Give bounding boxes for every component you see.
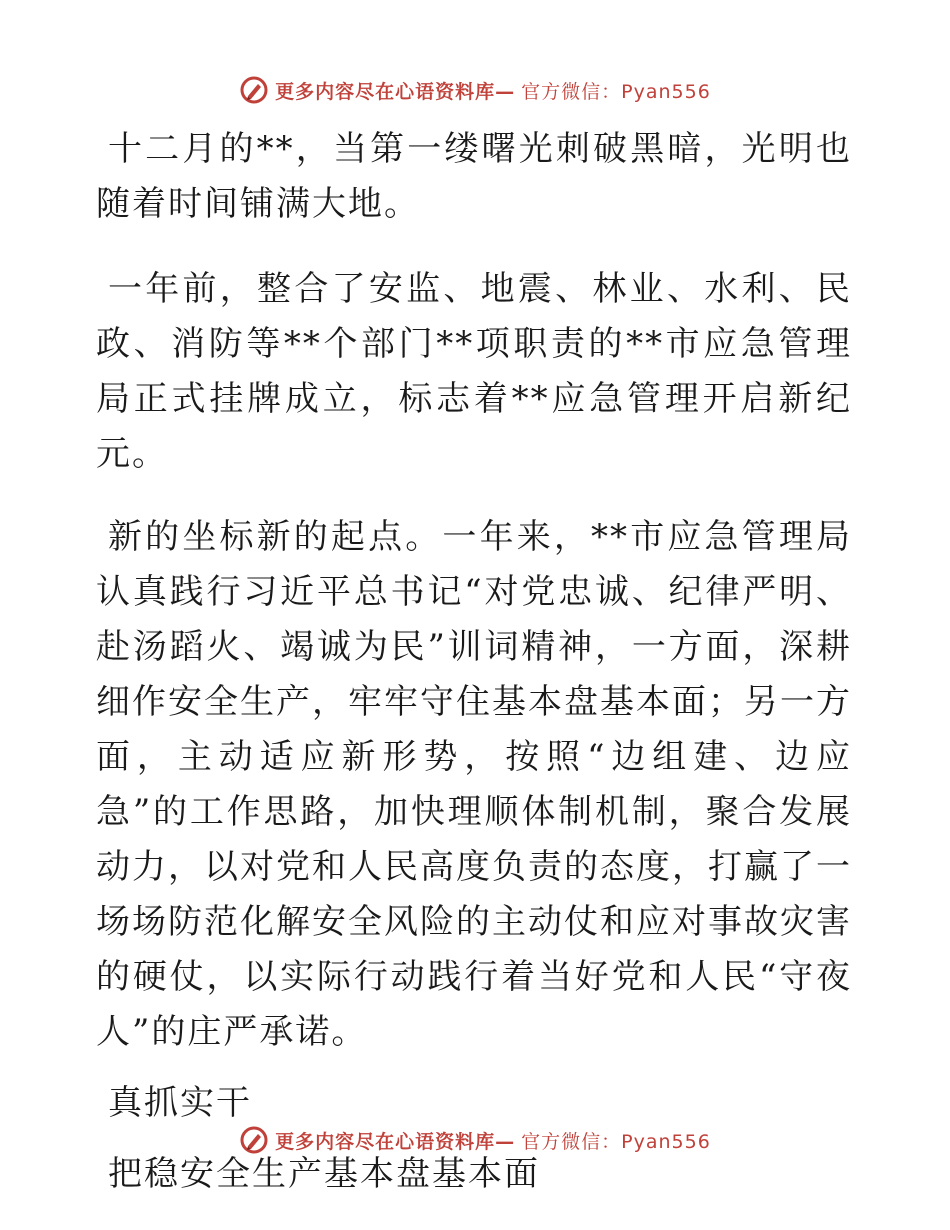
banner-text: 更多内容尽在心语资料库—: [275, 1130, 516, 1153]
section-subheading: 把稳安全生产基本盘基本面: [108, 1154, 540, 1194]
footer-watermark-banner: [0, 1120, 950, 1160]
banner-wechat: 官方微信：Pyan556: [521, 80, 711, 103]
pen-logo-icon: [239, 1125, 269, 1155]
section-heading: 真抓实干: [108, 1083, 252, 1123]
pen-logo-icon: [239, 75, 269, 105]
paragraph-3: 新的坐标新的起点。一年来，**市应急管理局认真践行习近平总书记“对党忠诚、纪律严明、赴汤蹈火、竭诚为民”训词精神，一方面，深耕细作安全生产，牢牢守住基本盘基本面；另一方面，主动适应新形势，按照“边组建、边应急”的工作思路，加快理顺体制机制，聚合发展动力，以对党和人民高度负责的态度，打赢了一场场防范化解安全风险的主动仗和应对事故灾害的硬仗，以实际行动践行着当好党和人民“守夜人”的庄严承诺。: [96, 517, 852, 1052]
banner-wechat: 官方微信：Pyan556: [521, 1130, 711, 1153]
paragraph-2: 一年前，整合了安监、地震、林业、水利、民政、消防等**个部门**项职责的**市应急管理局正式挂牌成立，标志着**应急管理开启新纪元。: [96, 269, 852, 474]
header-watermark-banner: [0, 70, 950, 110]
paragraph-1: 十二月的**，当第一缕曙光刺破黑暗，光明也随着时间铺满大地。: [96, 129, 852, 224]
banner-text: 更多内容尽在心语资料库—: [275, 80, 516, 103]
document-body: [96, 122, 852, 1212]
